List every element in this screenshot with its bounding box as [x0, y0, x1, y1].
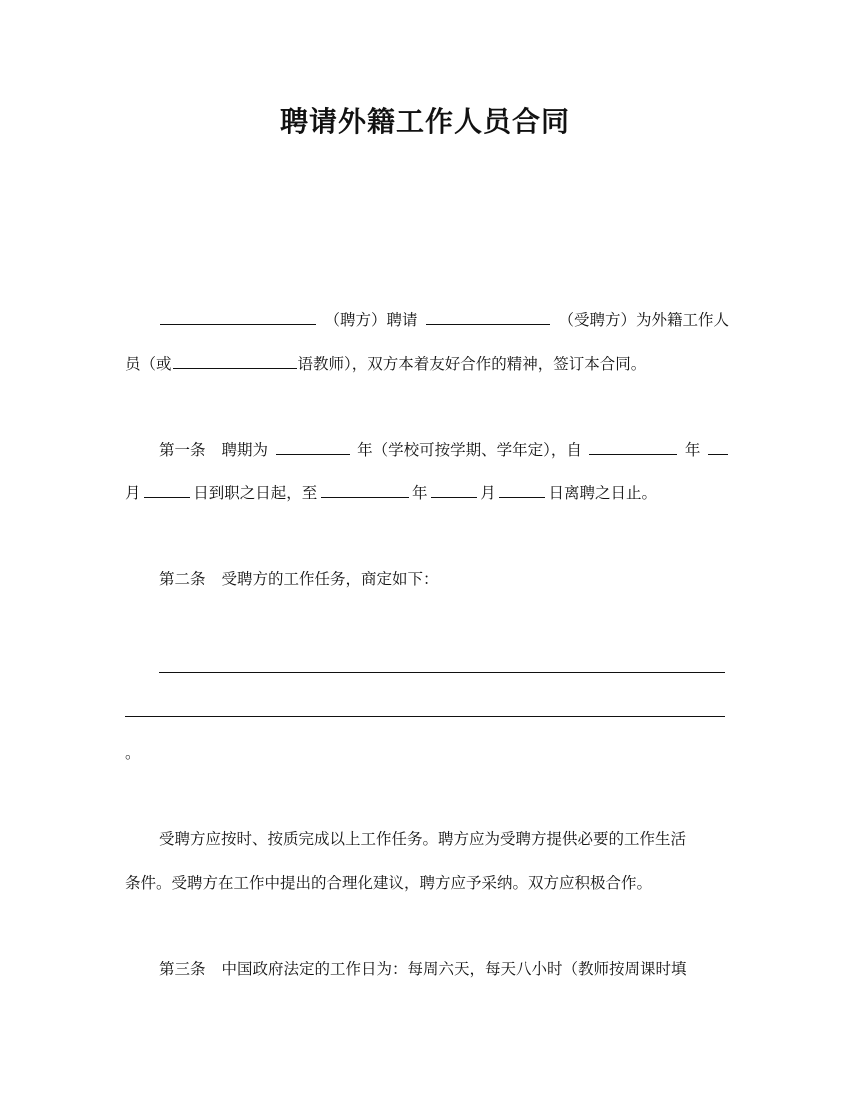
- article1-text-a: 聘期为: [221, 441, 269, 459]
- article1-text-f: 年: [411, 484, 428, 502]
- article3-number: 第三条: [159, 960, 206, 978]
- article1-line-2: [125, 478, 657, 508]
- article1-text-c: 年: [684, 441, 701, 459]
- article3-line: [159, 954, 729, 984]
- article2-line: [159, 564, 729, 594]
- start-year-blank[interactable]: [589, 436, 677, 455]
- preamble-line-2: [125, 349, 730, 379]
- article2-text: 受聘方的工作任务，商定如下：: [221, 570, 439, 588]
- hiree-label: （受聘方）为外籍工作人: [558, 311, 729, 329]
- article3-text: 中国政府法定的工作日为：每周六天，每天八小时（教师按周课时填: [221, 960, 687, 978]
- hirer-name-blank[interactable]: [160, 306, 316, 325]
- preamble-line-1: [159, 305, 729, 335]
- start-day-blank[interactable]: [144, 479, 190, 498]
- article1-text-g: 月: [480, 484, 496, 502]
- duties-line-2: 条件。受聘方在工作中提出的合理化建议，聘方应予采纳。双方应积极合作。: [125, 874, 653, 892]
- article1-line-1: [159, 435, 729, 465]
- term-years-blank[interactable]: [276, 436, 350, 455]
- article2-end: 。: [125, 744, 141, 762]
- document-title: 聘请外籍工作人员合同: [279, 105, 570, 138]
- end-month-blank[interactable]: [431, 479, 477, 498]
- article1-text-h: 日离聘之日止。: [548, 484, 657, 502]
- end-year-blank[interactable]: [321, 479, 409, 498]
- preamble-line2-end: 语教师），双方本着友好合作的精神，签订本合同。: [297, 355, 647, 373]
- article1-text-d: 月: [125, 484, 141, 502]
- language-blank[interactable]: [173, 350, 297, 369]
- article1-number: 第一条: [159, 441, 206, 459]
- task-blank-line-1[interactable]: [159, 672, 725, 673]
- task-blank-line-2[interactable]: [125, 716, 725, 717]
- article2-number: 第二条: [159, 570, 206, 588]
- article1-text-e: 日到职之日起，至: [193, 484, 318, 502]
- preamble-line2-start: 员（或: [125, 355, 172, 373]
- end-day-blank[interactable]: [499, 479, 545, 498]
- article1-text-b: 年（学校可按学期、学年定），自: [357, 441, 582, 459]
- hiree-name-blank[interactable]: [426, 306, 550, 325]
- duties-line-1: 受聘方应按时、按质完成以上工作任务。聘方应为受聘方提供必要的工作生活: [159, 830, 687, 848]
- hirer-label: （聘方）聘请: [324, 311, 418, 329]
- start-month-blank[interactable]: [708, 436, 728, 455]
